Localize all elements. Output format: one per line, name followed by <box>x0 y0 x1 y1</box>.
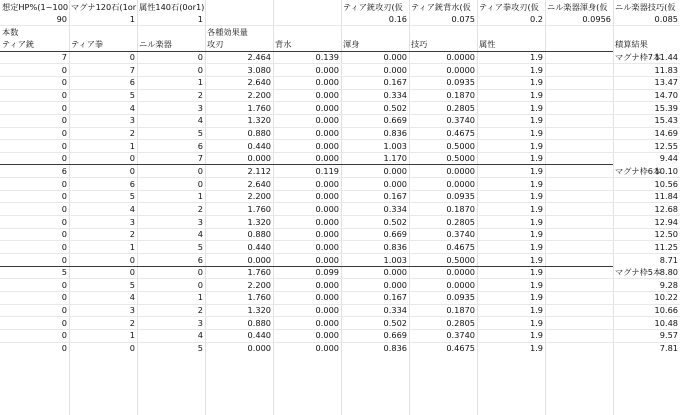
data-cell[interactable]: 0.334 <box>383 204 407 214</box>
data-cell[interactable]: 3 <box>129 115 135 125</box>
data-cell[interactable]: 0.5000 <box>446 153 475 163</box>
data-cell[interactable]: 0.000 <box>315 153 339 163</box>
data-cell[interactable]: 0.440 <box>247 330 271 340</box>
data-cell[interactable]: 0.4675 <box>446 343 475 353</box>
section-header-cell[interactable] <box>137 26 205 38</box>
data-cell[interactable]: 0 <box>61 191 67 201</box>
data-cell[interactable]: 0.000 <box>315 280 339 290</box>
data-cell[interactable]: 0.000 <box>315 330 339 340</box>
data-cell[interactable]: 15.43 <box>654 115 678 125</box>
data-cell[interactable]: 0 <box>197 166 203 176</box>
column-header-cell[interactable] <box>545 38 613 50</box>
data-cell[interactable]: 1.9 <box>529 191 543 201</box>
param-header-cell[interactable]: ニル楽器渾身(仮 <box>547 2 608 12</box>
data-cell[interactable]: 0.000 <box>315 229 339 239</box>
param-value-cell[interactable] <box>205 13 273 25</box>
data-cell[interactable]: 6 <box>61 166 67 176</box>
data-cell[interactable]: 8.71 <box>659 255 678 265</box>
data-cell[interactable]: 5 <box>61 267 67 277</box>
data-cell[interactable]: 0.000 <box>315 255 339 265</box>
data-cell[interactable]: 5 <box>129 280 135 290</box>
column-header-cell[interactable]: 攻刃 <box>207 39 224 49</box>
data-cell[interactable]: 1.9 <box>529 267 543 277</box>
data-cell[interactable] <box>545 279 613 291</box>
data-cell[interactable]: 0 <box>61 77 67 87</box>
param-value-cell[interactable]: 0.075 <box>451 14 475 24</box>
data-cell[interactable] <box>545 241 613 253</box>
param-header-cell[interactable]: ティア拳攻刃(仮 <box>479 2 539 12</box>
data-cell[interactable]: 7 <box>197 153 203 163</box>
data-cell[interactable]: 0 <box>61 305 67 315</box>
data-cell[interactable]: 0.0935 <box>446 292 475 302</box>
section-header-cell[interactable] <box>69 26 137 38</box>
section-header-cell[interactable] <box>409 26 477 38</box>
data-cell[interactable] <box>545 152 613 164</box>
data-cell[interactable]: 1.9 <box>529 229 543 239</box>
data-cell[interactable] <box>545 203 613 215</box>
data-cell[interactable]: 7 <box>61 52 67 62</box>
data-cell[interactable]: 0.000 <box>315 305 339 315</box>
data-cell[interactable]: 1.9 <box>529 77 543 87</box>
data-cell[interactable] <box>545 64 613 76</box>
data-cell[interactable]: 0.000 <box>383 65 407 75</box>
data-cell[interactable]: 1.9 <box>529 128 543 138</box>
data-cell[interactable]: 0 <box>197 267 203 277</box>
data-cell[interactable]: 10.10 <box>654 166 678 176</box>
data-cell[interactable]: 6 <box>197 255 203 265</box>
data-cell[interactable]: 2 <box>197 90 203 100</box>
data-cell[interactable]: 0 <box>129 343 135 353</box>
data-cell[interactable]: 1.9 <box>529 166 543 176</box>
data-cell[interactable]: 0.000 <box>315 343 339 353</box>
data-cell[interactable]: 0.1870 <box>446 305 475 315</box>
section-header-cell[interactable] <box>613 26 680 38</box>
data-cell[interactable]: 0.3740 <box>446 115 475 125</box>
data-cell[interactable]: 10.22 <box>654 292 678 302</box>
data-cell[interactable]: 0.2805 <box>446 103 475 113</box>
data-cell[interactable]: 0 <box>61 280 67 290</box>
data-cell[interactable]: 2 <box>197 204 203 214</box>
param-header-cell[interactable]: 属性140石(0or1) <box>139 2 205 12</box>
data-cell[interactable] <box>545 216 613 228</box>
data-cell[interactable]: 0.167 <box>383 77 407 87</box>
data-cell[interactable] <box>545 304 613 316</box>
data-cell[interactable]: 0.000 <box>315 65 339 75</box>
data-cell[interactable]: 0.000 <box>315 77 339 87</box>
data-cell[interactable]: 4 <box>129 103 135 113</box>
data-cell[interactable]: 0 <box>129 267 135 277</box>
data-cell[interactable]: 4 <box>197 229 203 239</box>
group-label[interactable]: マグナ枠7本 <box>615 52 662 62</box>
data-cell[interactable]: 0.000 <box>383 166 407 176</box>
data-cell[interactable]: 1.9 <box>529 242 543 252</box>
data-cell[interactable]: 0.0935 <box>446 77 475 87</box>
data-cell[interactable]: 0 <box>61 103 67 113</box>
data-cell[interactable]: 5 <box>197 242 203 252</box>
data-cell[interactable]: 1.9 <box>529 343 543 353</box>
data-cell[interactable]: 5 <box>129 90 135 100</box>
data-cell[interactable]: 0.3740 <box>446 330 475 340</box>
data-cell[interactable]: 0.139 <box>315 52 339 62</box>
data-cell[interactable]: 0.440 <box>247 141 271 151</box>
data-cell[interactable]: 0.1870 <box>446 204 475 214</box>
data-cell[interactable]: 0.0000 <box>446 52 475 62</box>
data-cell[interactable]: 0 <box>129 52 135 62</box>
data-cell[interactable]: 0 <box>61 141 67 151</box>
data-cell[interactable]: 9.28 <box>659 280 678 290</box>
data-cell[interactable]: 0 <box>197 65 203 75</box>
data-cell[interactable]: 0.880 <box>247 318 271 328</box>
data-cell[interactable]: 0.669 <box>383 229 407 239</box>
data-cell[interactable]: 9.44 <box>659 153 678 163</box>
section-header-cell[interactable] <box>273 26 341 38</box>
section-header-cell[interactable] <box>477 26 545 38</box>
data-cell[interactable]: 0.5000 <box>446 141 475 151</box>
data-cell[interactable]: 6 <box>197 141 203 151</box>
data-cell[interactable]: 2 <box>129 128 135 138</box>
data-cell[interactable]: 0.000 <box>315 115 339 125</box>
data-cell[interactable]: 12.50 <box>654 229 678 239</box>
data-cell[interactable]: 0.334 <box>383 90 407 100</box>
data-cell[interactable]: 1.9 <box>529 115 543 125</box>
data-cell[interactable]: 4 <box>129 292 135 302</box>
param-header-cell[interactable]: ティア銃攻刃(仮 <box>343 2 403 12</box>
data-cell[interactable]: 8.80 <box>659 267 678 277</box>
data-cell[interactable]: 0.836 <box>383 343 407 353</box>
data-cell[interactable] <box>545 89 613 101</box>
data-cell[interactable] <box>545 178 613 190</box>
section-header-cell[interactable]: 本数 <box>2 27 19 37</box>
data-cell[interactable] <box>545 266 613 278</box>
data-cell[interactable]: 0.000 <box>315 242 339 252</box>
data-cell[interactable]: 0.000 <box>247 153 271 163</box>
data-cell[interactable] <box>545 228 613 240</box>
data-cell[interactable]: 3.080 <box>247 65 271 75</box>
data-cell[interactable]: 11.25 <box>654 242 678 252</box>
data-cell[interactable]: 1.9 <box>529 141 543 151</box>
data-cell[interactable]: 1.9 <box>529 318 543 328</box>
data-cell[interactable]: 0 <box>197 179 203 189</box>
data-cell[interactable]: 0.0000 <box>446 280 475 290</box>
data-cell[interactable]: 0.000 <box>383 52 407 62</box>
param-value-cell[interactable]: 0.085 <box>654 14 678 24</box>
data-cell[interactable]: 0.502 <box>383 217 407 227</box>
data-cell[interactable]: 0.0000 <box>446 267 475 277</box>
data-cell[interactable]: 0 <box>61 204 67 214</box>
column-header-cell[interactable]: 背水 <box>275 39 292 49</box>
data-cell[interactable]: 3 <box>197 217 203 227</box>
data-cell[interactable]: 3 <box>129 305 135 315</box>
data-cell[interactable]: 0.3740 <box>446 229 475 239</box>
data-cell[interactable]: 1.9 <box>529 204 543 214</box>
column-header-cell[interactable]: ティア拳 <box>71 39 104 49</box>
data-cell[interactable]: 0 <box>197 52 203 62</box>
param-header-cell[interactable] <box>205 1 273 13</box>
data-cell[interactable]: 1 <box>197 191 203 201</box>
data-cell[interactable] <box>545 329 613 341</box>
param-header-cell[interactable]: マグナ120石(1or <box>71 2 137 12</box>
data-cell[interactable]: 0.000 <box>315 217 339 227</box>
data-cell[interactable]: 0.502 <box>383 103 407 113</box>
param-value-cell[interactable]: 0.2 <box>529 14 543 24</box>
data-cell[interactable]: 0.000 <box>315 179 339 189</box>
data-cell[interactable]: 0.502 <box>383 318 407 328</box>
data-cell[interactable]: 0 <box>61 179 67 189</box>
data-cell[interactable]: 0 <box>61 115 67 125</box>
column-header-cell[interactable]: ニル楽器 <box>139 39 172 49</box>
data-cell[interactable]: 0 <box>61 330 67 340</box>
data-cell[interactable]: 0.119 <box>315 166 339 176</box>
data-cell[interactable]: 0 <box>61 217 67 227</box>
data-cell[interactable]: 0.836 <box>383 128 407 138</box>
data-cell[interactable]: 0.000 <box>315 191 339 201</box>
data-cell[interactable]: 1.9 <box>529 330 543 340</box>
data-cell[interactable]: 1.9 <box>529 217 543 227</box>
data-cell[interactable]: 0.000 <box>315 90 339 100</box>
param-value-cell[interactable]: 0.16 <box>388 14 407 24</box>
data-cell[interactable] <box>545 76 613 88</box>
param-value-cell[interactable]: 1 <box>129 14 135 24</box>
data-cell[interactable]: 3 <box>197 103 203 113</box>
data-cell[interactable] <box>545 317 613 329</box>
data-cell[interactable]: 0 <box>61 65 67 75</box>
data-cell[interactable]: 13.47 <box>654 77 678 87</box>
data-cell[interactable]: 1.320 <box>247 115 271 125</box>
data-cell[interactable]: 2.112 <box>247 166 271 176</box>
data-cell[interactable]: 1 <box>129 242 135 252</box>
data-cell[interactable]: 4 <box>197 115 203 125</box>
column-header-cell[interactable]: 積算結果 <box>615 39 648 49</box>
data-cell[interactable]: 0.099 <box>315 267 339 277</box>
data-cell[interactable]: 0.000 <box>315 204 339 214</box>
data-cell[interactable]: 1.760 <box>247 103 271 113</box>
data-cell[interactable] <box>545 140 613 152</box>
data-cell[interactable]: 2.464 <box>247 52 271 62</box>
section-header-cell[interactable] <box>341 26 409 38</box>
data-cell[interactable]: 0.167 <box>383 292 407 302</box>
data-cell[interactable]: 1.9 <box>529 153 543 163</box>
data-cell[interactable]: 10.66 <box>654 305 678 315</box>
data-cell[interactable]: 7 <box>129 65 135 75</box>
data-cell[interactable]: 0 <box>61 343 67 353</box>
data-cell[interactable]: 0.000 <box>247 343 271 353</box>
data-cell[interactable]: 10.48 <box>654 318 678 328</box>
data-cell[interactable]: 0 <box>197 280 203 290</box>
data-cell[interactable]: 0.167 <box>383 191 407 201</box>
data-cell[interactable]: 0.000 <box>383 280 407 290</box>
data-cell[interactable]: 2 <box>129 318 135 328</box>
data-cell[interactable]: 2 <box>197 305 203 315</box>
column-header-cell[interactable]: 属性 <box>479 39 496 49</box>
data-cell[interactable]: 1.9 <box>529 65 543 75</box>
data-cell[interactable]: 0.669 <box>383 330 407 340</box>
data-cell[interactable]: 3 <box>129 217 135 227</box>
data-cell[interactable] <box>545 165 613 177</box>
data-cell[interactable]: 1 <box>129 330 135 340</box>
data-cell[interactable]: 5 <box>129 191 135 201</box>
data-cell[interactable]: 0.0935 <box>446 191 475 201</box>
data-cell[interactable]: 1.760 <box>247 292 271 302</box>
data-cell[interactable]: 1.760 <box>247 204 271 214</box>
data-cell[interactable]: 12.55 <box>654 141 678 151</box>
data-cell[interactable] <box>545 254 613 266</box>
data-cell[interactable]: 0.000 <box>247 255 271 265</box>
data-cell[interactable] <box>545 127 613 139</box>
data-cell[interactable]: 1.9 <box>529 103 543 113</box>
data-cell[interactable]: 6 <box>129 77 135 87</box>
data-cell[interactable]: 0 <box>61 242 67 252</box>
data-cell[interactable]: 0 <box>61 255 67 265</box>
data-cell[interactable]: 2.200 <box>247 280 271 290</box>
column-header-cell[interactable]: ティア銃 <box>2 39 35 49</box>
data-cell[interactable]: 15.39 <box>654 103 678 113</box>
data-cell[interactable]: 0 <box>129 255 135 265</box>
data-cell[interactable]: 1.003 <box>383 141 407 151</box>
data-cell[interactable]: 0 <box>61 90 67 100</box>
data-cell[interactable]: 0.440 <box>247 242 271 252</box>
data-cell[interactable]: 0.2805 <box>446 217 475 227</box>
data-cell[interactable]: 10.56 <box>654 179 678 189</box>
param-header-cell[interactable]: ニル楽器技巧(仮 <box>615 2 676 12</box>
data-cell[interactable]: 0.000 <box>383 267 407 277</box>
group-label[interactable]: マグナ枠6本 <box>615 166 662 176</box>
data-cell[interactable]: 0 <box>61 292 67 302</box>
data-cell[interactable] <box>545 114 613 126</box>
data-cell[interactable]: 12.94 <box>654 217 678 227</box>
data-cell[interactable]: 0.836 <box>383 242 407 252</box>
data-cell[interactable]: 2 <box>129 229 135 239</box>
section-header-cell[interactable] <box>545 26 613 38</box>
data-cell[interactable] <box>545 102 613 114</box>
param-value-cell[interactable]: 1 <box>197 14 203 24</box>
data-cell[interactable]: 5 <box>197 343 203 353</box>
data-cell[interactable]: 1.9 <box>529 292 543 302</box>
data-cell[interactable]: 1.760 <box>247 267 271 277</box>
data-cell[interactable]: 0.000 <box>315 128 339 138</box>
group-label[interactable]: マグナ枠5本 <box>615 267 662 277</box>
data-cell[interactable]: 3 <box>197 318 203 328</box>
data-cell[interactable]: 4 <box>129 204 135 214</box>
param-header-cell[interactable] <box>273 1 341 13</box>
data-cell[interactable]: 0 <box>61 128 67 138</box>
data-cell[interactable]: 1.003 <box>383 255 407 265</box>
data-cell[interactable]: 1.9 <box>529 280 543 290</box>
data-cell[interactable] <box>545 190 613 202</box>
param-header-cell[interactable]: ティア銃背水(仮 <box>411 2 471 12</box>
data-cell[interactable]: 6 <box>129 179 135 189</box>
data-cell[interactable]: 0.000 <box>315 103 339 113</box>
data-cell[interactable]: 0.0000 <box>446 166 475 176</box>
data-cell[interactable]: 2.640 <box>247 179 271 189</box>
data-cell[interactable]: 11.44 <box>654 52 678 62</box>
data-cell[interactable]: 1.9 <box>529 305 543 315</box>
section-header-cell[interactable]: 各種効果量 <box>207 27 248 37</box>
param-value-cell[interactable]: 0.0956 <box>582 14 611 24</box>
data-cell[interactable]: 0.334 <box>383 305 407 315</box>
data-cell[interactable] <box>545 51 613 63</box>
data-cell[interactable]: 0 <box>61 229 67 239</box>
data-cell[interactable]: 0.4675 <box>446 242 475 252</box>
data-cell[interactable]: 1 <box>129 141 135 151</box>
data-cell[interactable]: 0 <box>129 166 135 176</box>
data-cell[interactable]: 0 <box>61 318 67 328</box>
data-cell[interactable]: 11.83 <box>654 65 678 75</box>
data-cell[interactable]: 2.200 <box>247 90 271 100</box>
data-cell[interactable]: 0.4675 <box>446 128 475 138</box>
column-header-cell[interactable]: 渾身 <box>343 39 360 49</box>
data-cell[interactable]: 1 <box>197 292 203 302</box>
data-cell[interactable]: 1 <box>197 77 203 87</box>
data-cell[interactable]: 1.9 <box>529 255 543 265</box>
data-cell[interactable]: 14.70 <box>654 90 678 100</box>
data-cell[interactable]: 1.320 <box>247 305 271 315</box>
data-cell[interactable]: 0.000 <box>315 318 339 328</box>
data-cell[interactable]: 2.640 <box>247 77 271 87</box>
data-cell[interactable]: 9.57 <box>659 330 678 340</box>
data-cell[interactable]: 0.000 <box>383 179 407 189</box>
data-cell[interactable] <box>545 342 613 354</box>
data-cell[interactable]: 0.0000 <box>446 179 475 189</box>
data-cell[interactable]: 5 <box>197 128 203 138</box>
data-cell[interactable]: 7.81 <box>659 343 678 353</box>
param-value-cell[interactable]: 90 <box>56 14 67 24</box>
data-cell[interactable]: 1.320 <box>247 217 271 227</box>
column-header-cell[interactable]: 技巧 <box>411 39 428 49</box>
data-cell[interactable]: 12.68 <box>654 204 678 214</box>
data-cell[interactable]: 0.880 <box>247 128 271 138</box>
data-cell[interactable]: 4 <box>197 330 203 340</box>
data-cell[interactable]: 0.5000 <box>446 255 475 265</box>
data-cell[interactable]: 0.1870 <box>446 90 475 100</box>
param-value-cell[interactable] <box>273 13 341 25</box>
data-cell[interactable]: 0.2805 <box>446 318 475 328</box>
data-cell[interactable]: 0.000 <box>315 292 339 302</box>
data-cell[interactable]: 0.669 <box>383 115 407 125</box>
data-cell[interactable]: 2.200 <box>247 191 271 201</box>
data-cell[interactable]: 11.84 <box>654 191 678 201</box>
data-cell[interactable]: 1.170 <box>383 153 407 163</box>
data-cell[interactable]: 14.69 <box>654 128 678 138</box>
data-cell[interactable]: 1.9 <box>529 179 543 189</box>
param-header-cell[interactable]: 想定HP%(1~100 <box>2 2 69 12</box>
data-cell[interactable]: 1.9 <box>529 90 543 100</box>
data-cell[interactable]: 0.880 <box>247 229 271 239</box>
data-cell[interactable]: 0.0000 <box>446 65 475 75</box>
data-cell[interactable]: 0 <box>61 153 67 163</box>
data-cell[interactable]: 0.000 <box>315 141 339 151</box>
data-cell[interactable]: 0 <box>129 153 135 163</box>
data-cell[interactable]: 1.9 <box>529 52 543 62</box>
data-cell[interactable] <box>545 291 613 303</box>
